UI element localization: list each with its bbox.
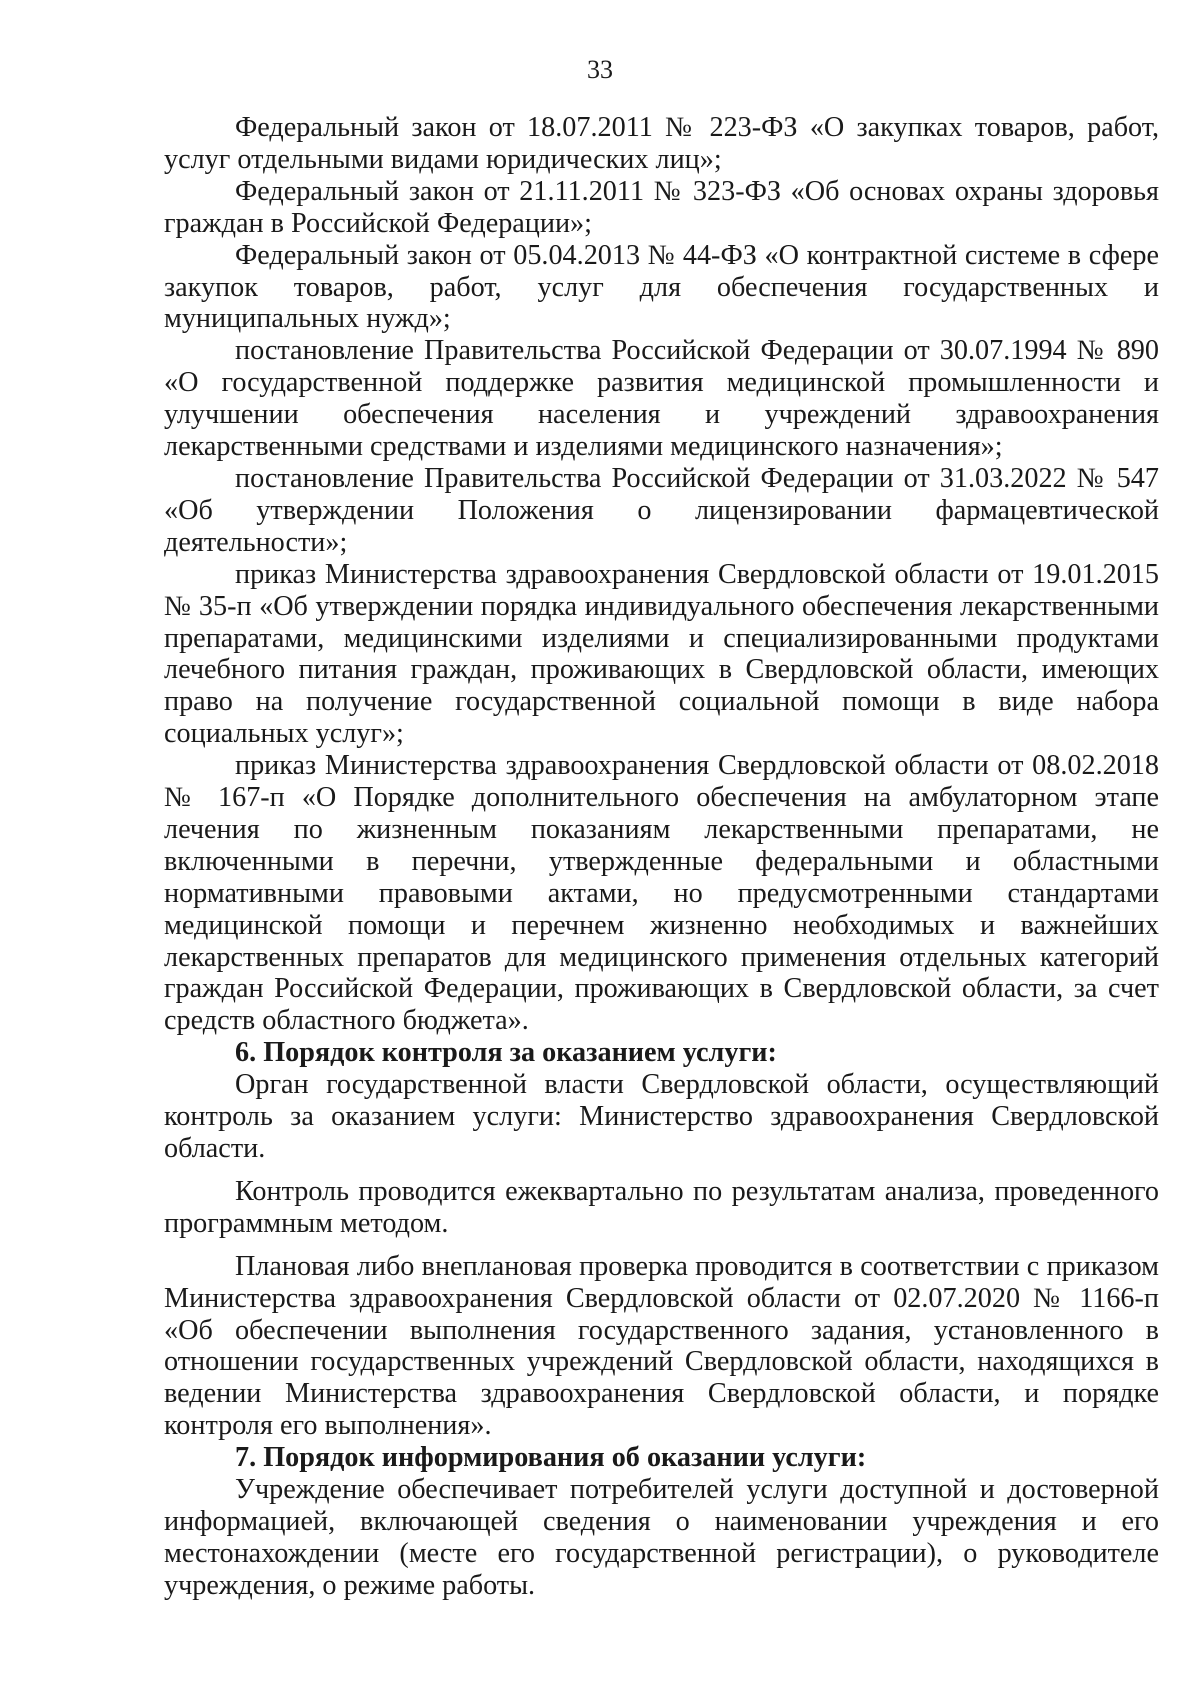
order-35-p: приказ Министерства здравоохранения Свердловской области от 19.01.2015 № 35-п «Об утверждении порядка индивидуального обеспечения лекарственными препаратами, медицинскими изделиями и специализированными продуктами лечебного питания граждан, проживающих в Свердловской области, имеющих право на получение государственной социальной помощи в виде набора социальных услуг»;: [164, 558, 1159, 750]
section-7-heading: 7. Порядок информирования об оказании услуги:: [235, 1442, 867, 1474]
law-223-fz: Федеральный закон от 18.07.2011 № 223-ФЗ «О закупках товаров, работ, услуг отдельными видами юридических лиц»;: [164, 112, 1159, 175]
control-frequency-paragraph: Контроль проводится ежеквартально по результатам анализа, проведенного программным методом.: [164, 1175, 1159, 1239]
section-6-heading: 6. Порядок контроля за оказанием услуги:: [235, 1037, 777, 1069]
page-number: 33: [587, 55, 613, 84]
document-body: [164, 112, 1159, 1602]
resolution-547: постановление Правительства Российской Федерации от 31.03.2022 № 547 «Об утверждении Положения о лицензировании фармацевтической деятельности»;: [164, 462, 1159, 558]
law-323-fz: Федеральный закон от 21.11.2011 № 323-ФЗ «Об основах охраны здоровья граждан в Российской Федерации»;: [164, 175, 1159, 239]
resolution-890: постановление Правительства Российской Федерации от 30.07.1994 № 890 «О государственной поддержке развития медицинской промышленности и улучшении обеспечения населения и учреждений здравоохранения лекарственными средствами и изделиями медицинского назначения»;: [164, 335, 1159, 463]
law-44-fz: Федеральный закон от 05.04.2013 № 44-ФЗ «О контрактной системе в сфере закупок товаров, работ, услуг для обеспечения государственных и муниципальных нужд»;: [164, 239, 1159, 335]
order-167-p: приказ Министерства здравоохранения Свердловской области от 08.02.2018 № 167-п «О Порядке дополнительного обеспечения на амбулаторном этапе лечения по жизненным показаниям лекарственными препаратами, не включенными в перечни, утвержденные федеральными и областными нормативными правовыми актами, но предусмотренными стандартами медицинской помощи и перечнем жизненно необходимых и важнейших лекарственных препаратов для медицинского применения отдельных категорий граждан Российской Федерации, проживающих в Свердловской области, за счет средств областного бюджета».: [164, 750, 1159, 1037]
control-authority-paragraph: Орган государственной власти Свердловской области, осуществляющий контроль за оказанием услуги: Министерство здравоохранения Свердловской области.: [164, 1069, 1159, 1164]
informing-paragraph: Учреждение обеспечивает потребителей услуги доступной и достоверной информацией, включающей сведения о наименовании учреждения и его местонахождении (месте его государственной регистрации), о руководителе учреждения, о режиме работы.: [164, 1474, 1159, 1601]
inspection-paragraph: Плановая либо внеплановая проверка проводится в соответствии с приказом Министерства здравоохранения Свердловской области от 02.07.2020 № 1166-п «Об обеспечении выполнения государственного задания, установленного в отношении государственных учреждений Свердловской области, находящихся в ведении Министерства здравоохранения Свердловской области, и порядке контроля его выполнения».: [164, 1250, 1159, 1442]
